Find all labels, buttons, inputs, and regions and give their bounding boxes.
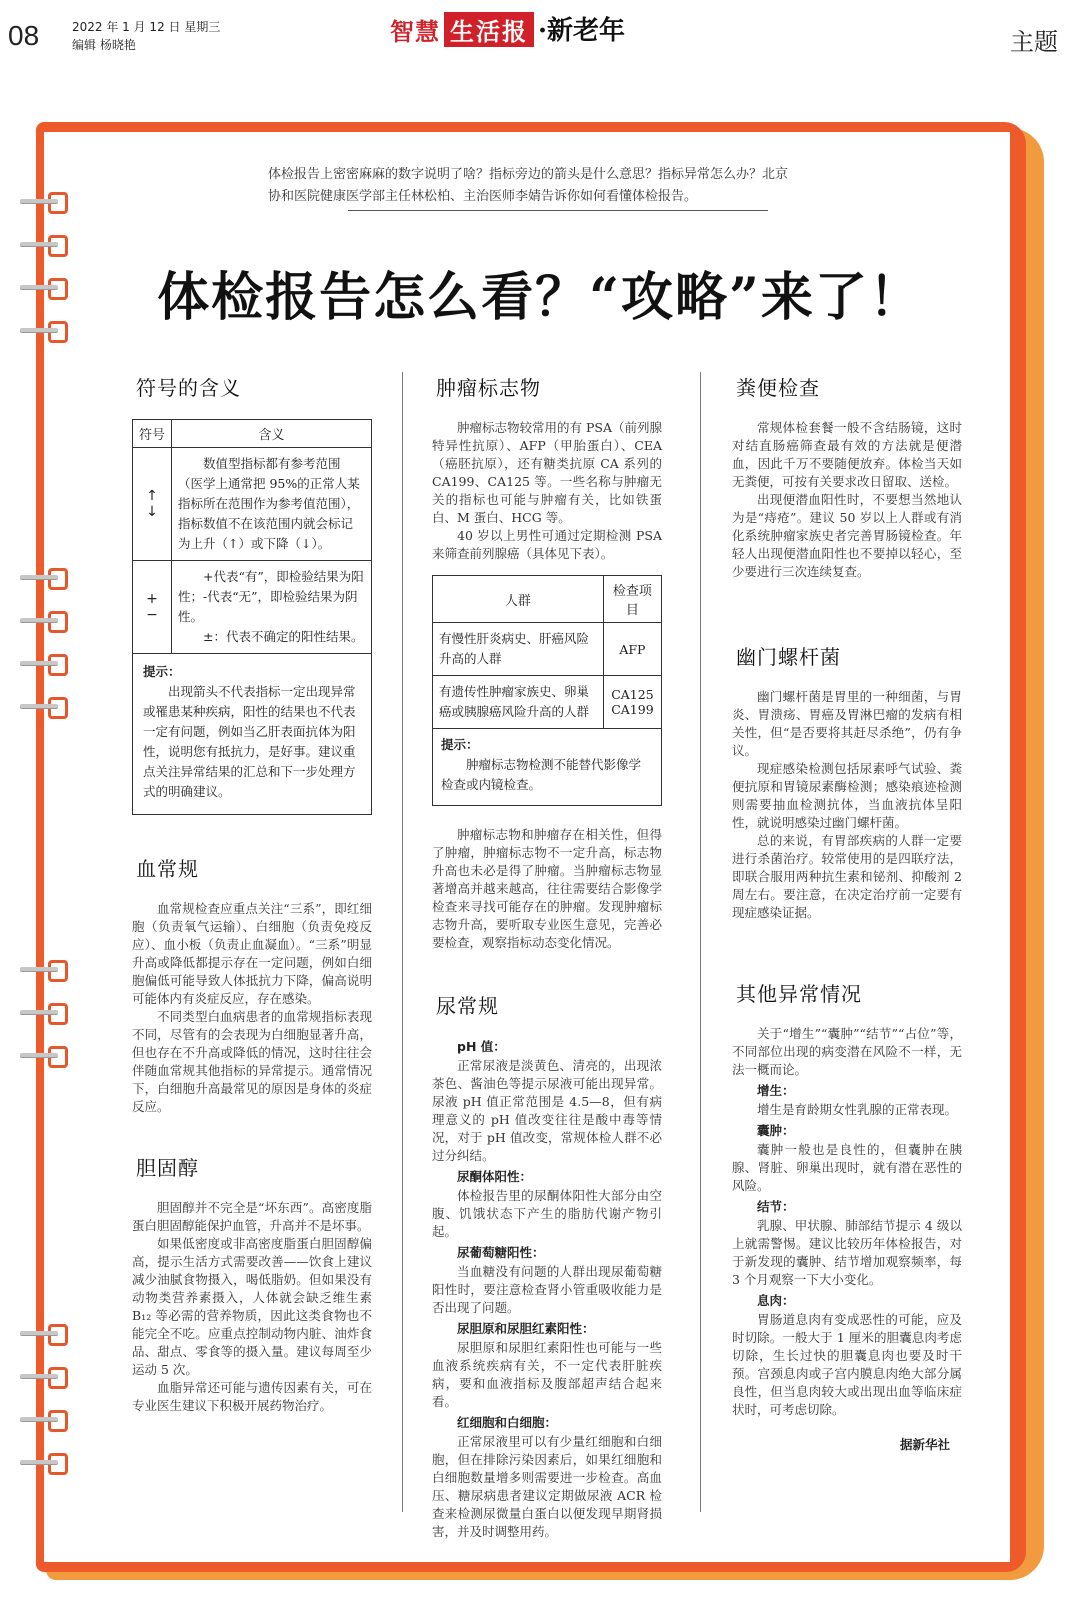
table-cell-item	[603, 676, 661, 729]
other-paragraph: 增生是育龄期女性乳腺的正常表现。	[757, 1102, 958, 1117]
other-sub-polyp: 息肉：	[757, 1293, 795, 1308]
table-header-symbol: 符号	[133, 420, 172, 448]
tumor-tip-box	[433, 729, 662, 806]
spiral-ring-icon	[20, 233, 68, 255]
spiral-ring-icon	[20, 1365, 68, 1387]
section-heading-hp: 幽门螺杆菌	[736, 645, 841, 669]
arrow-meaning: 数值型指标都有参考范围（医学上通常把 95%的正常人某指标所在范围作为参考值范围），指标数值不在该范围内就会标记为上升（↑）或下降（↓）。	[172, 448, 372, 561]
spiral-ring-icon	[20, 958, 68, 980]
column-left	[132, 372, 372, 1415]
page-number: 08	[8, 20, 40, 51]
tip-text: 肿瘤标志物检测不能替代影像学检查或内镜检查。	[441, 757, 642, 792]
other-sub-cyst: 囊肿：	[757, 1123, 795, 1138]
tumor-table	[432, 575, 662, 806]
symbols-table	[132, 419, 372, 815]
other-paragraph: 囊肿一般也是良性的，但囊肿在胰腺、肾脏、卵巢出现时，就有潜在恶性的风险。	[732, 1142, 962, 1193]
header-meta	[72, 18, 220, 54]
plus-minus-symbol: + −	[133, 561, 172, 654]
other-paragraph: 胃肠道息肉有变成恶性的可能，应及时切除。一般大于 1 厘米的胆囊息肉考虑切除，生长过快的胆囊息肉也要及时干预。宫颈息肉或子宫内膜息肉绝大部分属良性，但当息肉较大或出现出血等临床症状时，可考虑切除。	[732, 1312, 962, 1417]
spiral-ring-icon	[20, 695, 68, 717]
urine-paragraph: 正常尿液是淡黄色、清亮的，出现浓茶色、酱油色等提示尿液可能出现异常。尿液 pH 值正常范围是 4.5—8，但有病理意义的 pH 值改变往往是酸中毒等情况，对于 pH 值改变，常规体检人群不必过分纠结。	[432, 1058, 662, 1163]
other-paragraph: 关于“增生”“囊肿”“结节”“占位”等，不同部位出现的病变潜在风险不一样，无法一概而论。	[732, 1026, 962, 1077]
other-paragraph: 乳腺、甲状腺、肺部结节提示 4 级以上就需警惕。建议比较历年体检报告，对于新发现的囊肿、结节增加观察频率，每 3 个月观察一下大小变化。	[732, 1218, 962, 1287]
plus-minus-uncertain: ±：代表不确定的阳性结果。	[203, 629, 364, 644]
section-heading-urine: 尿常规	[436, 994, 499, 1018]
spiral-ring-icon	[20, 1001, 68, 1023]
table-row	[433, 623, 662, 676]
spiral-ring-icon	[20, 1044, 68, 1066]
tumor-paragraph: 肿瘤标志物较常用的有 PSA（前列腺特异性抗原）、AFP（甲胎蛋白）、CEA（癌胚抗原），还有糖类抗原 CA 系列的 CA199、CA125 等。一些名称与肿瘤无关的指标也可能与肿瘤有关，比如铁蛋白、M 蛋白、HCG 等。	[432, 420, 662, 525]
intro-divider	[348, 210, 768, 211]
table-cell-group: 有遗传性肿瘤家族史、卵巢癌或胰腺癌风险升高的人群	[433, 676, 604, 729]
column-middle	[432, 372, 662, 1541]
urine-sub-cells: 红细胞和白细胞：	[457, 1415, 558, 1430]
section-heading-symbols: 符号的含义	[136, 376, 241, 400]
urine-sub-ph: pH 值：	[457, 1039, 506, 1054]
tip-text: 出现箭头不代表指标一定出现异常或罹患某种疾病，阳性的结果也不代表一定有问题，例如当乙肝表面抗体为阳性，说明您有抵抗力，是好事。建议重点关注异常结果的汇总和下一步处理方式的明确建议。	[143, 684, 356, 799]
stool-paragraph: 常规体检套餐一般不含结肠镜，这时对结直肠癌筛查最有效的方法就是便潜血，因此千万不要随便放弃。体检当天如无粪便，可按有关要求改日留取、送检。	[732, 420, 962, 489]
table-cell-group: 有慢性肝炎病史、肝癌风险升高的人群	[433, 623, 604, 676]
item-ca199: CA199	[611, 702, 654, 717]
section-heading-cholesterol: 胆固醇	[136, 1156, 199, 1180]
tumor-paragraph: 肿瘤标志物和肿瘤存在相关性，但得了肿瘤，肿瘤标志物不一定升高，标志物升高也未必是得了肿瘤。当肿瘤标志物显著增高并越来越高，往往需要结合影像学检查来寻找可能存在的肿瘤。发现肿瘤标志物升高，要听取专业医生意见，完善必要检查，观察指标动态变化情况。	[432, 827, 662, 950]
tip-label: 提示：	[143, 664, 181, 679]
masthead-box-text: 生活报	[450, 17, 528, 46]
masthead-box	[444, 12, 534, 47]
intro-text: 体检报告上密密麻麻的数字说明了啥？指标旁边的箭头是什么意思？指标异常怎么办？北京协和医院健康医学部主任林松柏、主治医师李婧告诉你如何看懂体检报告。	[268, 167, 789, 204]
table-header-meaning: 含义	[172, 420, 372, 448]
section-heading-blood: 血常规	[136, 857, 199, 881]
urine-paragraph: 当血糖没有问题的人群出现尿葡萄糖阳性时，要注意检查肾小管重吸收能力是否出现了问题。	[432, 1264, 662, 1315]
masthead-logo	[390, 10, 625, 47]
page-header	[0, 0, 1080, 64]
masthead-rest: ·新老年	[538, 16, 626, 46]
cholesterol-paragraph: 如果低密度或非高密度脂蛋白胆固醇偏高，提示生活方式需要改善——饮食上建议减少油腻食物摄入，喝低脂奶。但如果没有动物类营养素摄入，人体就会缺乏维生素 B₁₂ 等必需的营养物质，因此这类食物也不能完全不吃。应重点控制动物内脏、油炸食品、甜点、零食等的摄入量。建议每周至少运动 5 次。	[132, 1236, 372, 1377]
spiral-ring-icon	[20, 1322, 68, 1344]
tumor-paragraph: 40 岁以上男性可通过定期检测 PSA 来筛查前列腺癌（具体见下表）。	[432, 528, 662, 561]
column-divider	[700, 372, 701, 1512]
table-row	[433, 676, 662, 729]
hp-paragraph: 总的来说，有胃部疾病的人群一定要进行杀菌治疗。较常使用的是四联疗法，即联合服用两种抗生素和铋剂、抑酸剂 2 周左右。要注意，在决定治疗前一定要有现症感染证据。	[732, 833, 962, 920]
hp-paragraph: 现症感染检测包括尿素呼气试验、粪便抗原和胃镜尿素酶检测；感染痕迹检测则需要抽血检测抗体，当血液抗体呈阳性，就说明感染过幽门螺杆菌。	[732, 761, 962, 830]
arrow-symbol: ↑ ↓	[133, 448, 172, 561]
urine-sub-bilirubin: 尿胆原和尿胆红素阳性：	[457, 1321, 595, 1336]
masthead-prefix: 智慧	[390, 18, 440, 46]
table-row	[133, 561, 372, 654]
urine-sub-ketone: 尿酮体阳性：	[457, 1169, 533, 1184]
source-credit: 据新华社	[899, 1437, 950, 1452]
editor-name: 编辑 杨晓艳	[72, 38, 136, 52]
issue-date: 2022 年 1 月 12 日 星期三	[72, 20, 221, 34]
section-label: 主题	[1010, 28, 1058, 56]
spiral-ring-icon	[20, 566, 68, 588]
column-right	[732, 372, 962, 1453]
spiral-ring-icon	[20, 1408, 68, 1430]
spiral-ring-icon	[20, 652, 68, 674]
page-title: 体检报告怎么看？“攻略”来了！	[157, 267, 923, 328]
table-header-group: 人群	[433, 576, 604, 623]
table-row	[133, 448, 372, 561]
spiral-ring-icon	[20, 1451, 68, 1473]
item-ca125: CA125	[611, 687, 654, 702]
tip-label: 提示：	[441, 737, 479, 752]
section-heading-other: 其他异常情况	[736, 982, 862, 1006]
spiral-ring-icon	[20, 190, 68, 212]
table-header-item: 检查项目	[603, 576, 661, 623]
blood-paragraph: 血常规检查应重点关注“三系”，即红细胞（负责氧气运输）、白细胞（负责免疫反应）、血小板（负责止血凝血）。“三系”明显升高或降低都提示存在一定问题，例如白细胞偏低可能导致人体抵抗力下降，偏高说明可能体内有炎症反应，存在感染。	[132, 901, 372, 1006]
other-sub-hyperplasia: 增生：	[757, 1083, 795, 1098]
spiral-ring-icon	[20, 609, 68, 631]
stool-paragraph: 出现便潜血阳性时，不要想当然地认为是“痔疮”。建议 50 岁以上人群或有消化系统肿瘤家族史者完善胃肠镜检查。年轻人出现便潜血阳性也不要掉以轻心，至少要进行三次连续复查。	[732, 492, 962, 579]
urine-paragraph: 尿胆原和尿胆红素阳性也可能与一些血液系统疾病有关，不一定代表肝脏疾病，要和血液指标及腹部超声结合起来看。	[432, 1340, 662, 1409]
hp-paragraph: 幽门螺杆菌是胃里的一种细菌，与胃炎、胃溃疡、胃癌及胃淋巴瘤的发病有相关性，但“是否要将其赶尽杀绝”，仍有争议。	[732, 689, 962, 758]
cholesterol-paragraph: 胆固醇并不完全是“坏东西”。高密度脂蛋白胆固醇能保护血管，升高并不是坏事。	[132, 1200, 372, 1233]
table-cell-item: AFP	[603, 623, 661, 676]
column-divider	[402, 372, 403, 1512]
symbols-tip-box	[133, 654, 372, 815]
urine-paragraph: 体检报告里的尿酮体阳性大部分由空腹、饥饿状态下产生的脂肪代谢产物引起。	[432, 1188, 662, 1239]
cholesterol-paragraph: 血脂异常还可能与遗传因素有关，可在专业医生建议下积极开展药物治疗。	[132, 1380, 372, 1413]
urine-paragraph: 正常尿液里可以有少量红细胞和白细胞，但在排除污染因素后，如果红细胞和白细胞数量增多则需要进一步检查。高血压、糖尿病患者建议定期做尿液 ACR 检查来检测尿微量白蛋白以便发现早期肾损害，并及时调整用药。	[432, 1434, 662, 1539]
section-heading-tumor: 肿瘤标志物	[436, 376, 541, 400]
blood-paragraph: 不同类型白血病患者的血常规指标表现不同，尽管有的会表现为白细胞显著升高，但也存在不升高或降低的情况，这时往往会伴随血常规其他指标的异常提示。通常情况下，白细胞升高最常见的原因是身体的炎症反应。	[132, 1009, 372, 1114]
plus-minus-meaning	[172, 561, 372, 654]
other-sub-nodule: 结节：	[757, 1199, 795, 1214]
section-heading-stool: 粪便检查	[736, 376, 820, 400]
plus-minus-text: +代表“有”，即检验结果为阳性；-代表“无”，即检验结果为阴性。	[178, 569, 364, 624]
urine-sub-glucose: 尿葡萄糖阳性：	[457, 1245, 545, 1260]
